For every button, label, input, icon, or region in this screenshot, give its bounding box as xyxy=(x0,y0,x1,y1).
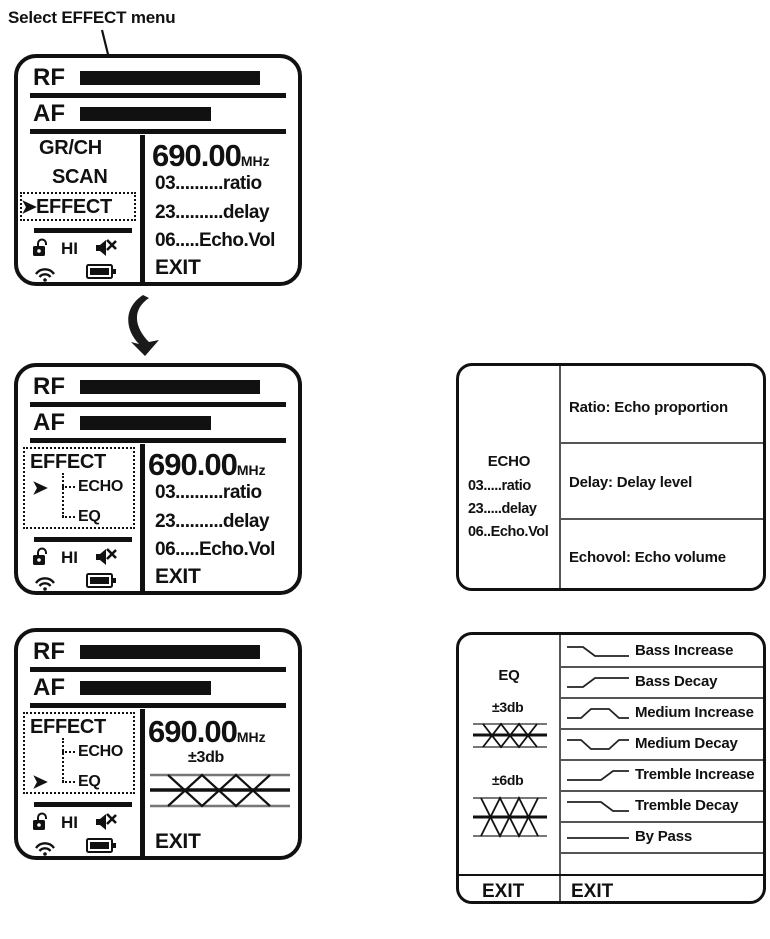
meter-label: AF xyxy=(33,674,65,701)
meter-track xyxy=(80,107,284,121)
eq-ref-label-bass-decay: Bass Decay xyxy=(635,673,718,690)
flow-arrow-down-icon xyxy=(105,292,185,358)
ref-row-divider xyxy=(559,852,766,854)
divider-rule xyxy=(30,438,286,443)
echo-ref-title: ECHO xyxy=(487,453,531,470)
eq-ref-label-bass-increase: Bass Increase xyxy=(635,642,734,659)
ref-row-divider xyxy=(559,790,766,792)
frequency-readout xyxy=(148,714,266,750)
eq-db-label: ±3db xyxy=(188,749,225,766)
exit-button[interactable]: EXIT xyxy=(155,256,201,279)
submenu-item-echo[interactable]: ECHO xyxy=(78,743,124,760)
eq-ref-label-by-pass: By Pass xyxy=(635,828,692,845)
meter-label: AF xyxy=(33,409,65,436)
menu-title-effect[interactable]: EFFECT xyxy=(30,716,106,738)
param-row-delay[interactable]: 23..........delay xyxy=(155,511,270,532)
meter-label: RF xyxy=(33,64,65,91)
eq-ref-label-tremble-increase: Tremble Increase xyxy=(635,766,755,783)
meter-row xyxy=(18,636,298,668)
submenu-item-eq[interactable]: EQ xyxy=(78,508,101,525)
battery-icon xyxy=(86,263,118,281)
echo-ref-param-ratio: 03.....ratio xyxy=(468,478,531,494)
meter-label: RF xyxy=(33,638,65,665)
meter-row xyxy=(18,407,298,439)
sidebar-item-scan[interactable]: SCAN xyxy=(52,166,108,188)
eq-diamond-waveform-3db-icon xyxy=(473,720,547,752)
param-row-delay[interactable]: 23..........delay xyxy=(155,202,270,223)
meter-fill-af xyxy=(80,416,211,430)
ref-row-divider xyxy=(559,518,766,520)
meter-fill-af xyxy=(80,681,211,695)
hi-gain-label: HI xyxy=(61,813,78,832)
meter-row xyxy=(18,371,298,403)
ref-row-divider xyxy=(559,821,766,823)
eq-ref-label-tremble-decay: Tremble Decay xyxy=(635,797,739,814)
frequency-readout xyxy=(148,447,266,483)
frequency-value: 690.00 xyxy=(152,138,241,173)
echo-ref-row-echovol: Echovol: Echo volume xyxy=(569,549,726,566)
tremble-increase-curve-icon xyxy=(567,767,629,783)
mute-icon xyxy=(94,546,118,568)
frequency-unit: MHz xyxy=(236,462,266,478)
meter-fill-rf xyxy=(80,71,260,85)
param-row-echovol[interactable]: 06.....Echo.Vol xyxy=(155,539,275,560)
menu-bottom-rule xyxy=(34,537,132,542)
meter-label: RF xyxy=(33,373,65,400)
tree-connector-vertical xyxy=(62,473,64,517)
medium-increase-curve-icon xyxy=(567,705,629,721)
menu-bottom-rule xyxy=(34,228,132,233)
meter-track xyxy=(80,380,284,394)
tree-connector-vertical xyxy=(62,738,64,782)
lcd-screen-3[interactable] xyxy=(14,628,302,860)
sidebar-item-grch[interactable]: GR/CH xyxy=(39,137,102,159)
meter-track xyxy=(80,645,284,659)
eq-ref-exit-left[interactable]: EXIT xyxy=(482,881,525,902)
selection-caret-icon: ➤ xyxy=(32,772,48,793)
eq-diamond-waveform-6db-icon xyxy=(473,793,547,841)
tree-connector-echo xyxy=(62,486,75,488)
hi-gain-label: HI xyxy=(61,548,78,567)
column-divider xyxy=(140,135,145,283)
param-row-ratio[interactable]: 03..........ratio xyxy=(155,173,262,194)
bass-decay-curve-icon xyxy=(567,674,629,690)
column-divider xyxy=(140,709,145,857)
frequency-unit: MHz xyxy=(240,153,270,169)
lcd-screen-2[interactable] xyxy=(14,363,302,595)
lcd-screen-1[interactable] xyxy=(14,54,302,286)
tree-connector-eq xyxy=(62,781,75,783)
meter-label: AF xyxy=(33,100,65,127)
eq-diamond-waveform-icon xyxy=(150,769,290,815)
meter-row xyxy=(18,98,298,130)
eq-ref-label-medium-increase: Medium Increase xyxy=(635,704,754,721)
ref-row-divider xyxy=(559,697,766,699)
exit-button[interactable]: EXIT xyxy=(155,565,201,588)
submenu-item-echo[interactable]: ECHO xyxy=(78,478,124,495)
tree-connector-echo xyxy=(62,751,75,753)
status-icon-strip xyxy=(32,810,136,860)
annotation-label: Select EFFECT menu xyxy=(8,8,176,27)
echo-ref-param-echovol: 06..Echo.Vol xyxy=(468,524,549,540)
eq-ref-level-6db: ±6db xyxy=(492,772,524,788)
ref-row-divider xyxy=(559,442,766,444)
divider-rule xyxy=(30,703,286,708)
status-icon-strip xyxy=(32,545,136,595)
unlock-icon xyxy=(32,546,54,568)
sidebar-item-effect[interactable]: EFFECT xyxy=(36,196,112,218)
battery-icon xyxy=(86,837,118,855)
eq-ref-label-medium-decay: Medium Decay xyxy=(635,735,738,752)
ref-column-divider xyxy=(559,366,561,591)
unlock-icon xyxy=(32,237,54,259)
submenu-item-eq[interactable]: EQ xyxy=(78,773,101,790)
selection-caret-icon: ➤ xyxy=(21,197,37,218)
bass-increase-curve-icon xyxy=(567,643,629,659)
tremble-decay-curve-icon xyxy=(567,798,629,814)
ref-row-divider xyxy=(559,728,766,730)
eq-reference-box xyxy=(456,632,766,904)
ref-row-divider xyxy=(559,666,766,668)
exit-button[interactable]: EXIT xyxy=(155,830,201,853)
mute-icon xyxy=(94,811,118,833)
meter-track xyxy=(80,71,284,85)
eq-ref-exit-right[interactable]: EXIT xyxy=(571,881,614,902)
antenna-signal-icon xyxy=(34,571,58,591)
antenna-signal-icon xyxy=(34,836,58,856)
meter-row xyxy=(18,672,298,704)
meter-track xyxy=(80,681,284,695)
menu-title-effect[interactable]: EFFECT xyxy=(30,451,106,473)
param-row-ratio[interactable]: 03..........ratio xyxy=(155,482,262,503)
menu-bottom-rule xyxy=(34,802,132,807)
meter-fill-af xyxy=(80,107,211,121)
medium-decay-curve-icon xyxy=(567,736,629,752)
ref-exit-row-divider xyxy=(459,874,766,876)
mute-icon xyxy=(94,237,118,259)
echo-ref-row-ratio: Ratio: Echo proportion xyxy=(569,399,728,416)
unlock-icon xyxy=(32,811,54,833)
battery-icon xyxy=(86,572,118,590)
ref-row-divider xyxy=(559,759,766,761)
tree-connector-eq xyxy=(62,516,75,518)
antenna-signal-icon xyxy=(34,262,58,282)
echo-reference-box xyxy=(456,363,766,591)
meter-track xyxy=(80,416,284,430)
meter-fill-rf xyxy=(80,645,260,659)
meter-row xyxy=(18,62,298,94)
ref-column-divider xyxy=(559,635,561,904)
divider-rule xyxy=(30,129,286,134)
meter-fill-rf xyxy=(80,380,260,394)
echo-ref-row-delay: Delay: Delay level xyxy=(569,474,693,491)
eq-ref-title: EQ xyxy=(498,667,520,684)
by-pass-flat-icon xyxy=(567,829,629,845)
column-divider xyxy=(140,444,145,592)
param-row-echovol[interactable]: 06.....Echo.Vol xyxy=(155,230,275,251)
echo-ref-param-delay: 23.....delay xyxy=(468,501,537,517)
selection-caret-icon: ➤ xyxy=(32,478,48,499)
frequency-unit: MHz xyxy=(236,729,266,745)
frequency-value: 690.00 xyxy=(148,714,237,749)
eq-ref-level-3db: ±3db xyxy=(492,699,524,715)
status-icon-strip xyxy=(32,236,136,286)
hi-gain-label: HI xyxy=(61,239,78,258)
frequency-readout xyxy=(152,138,270,174)
frequency-value: 690.00 xyxy=(148,447,237,482)
